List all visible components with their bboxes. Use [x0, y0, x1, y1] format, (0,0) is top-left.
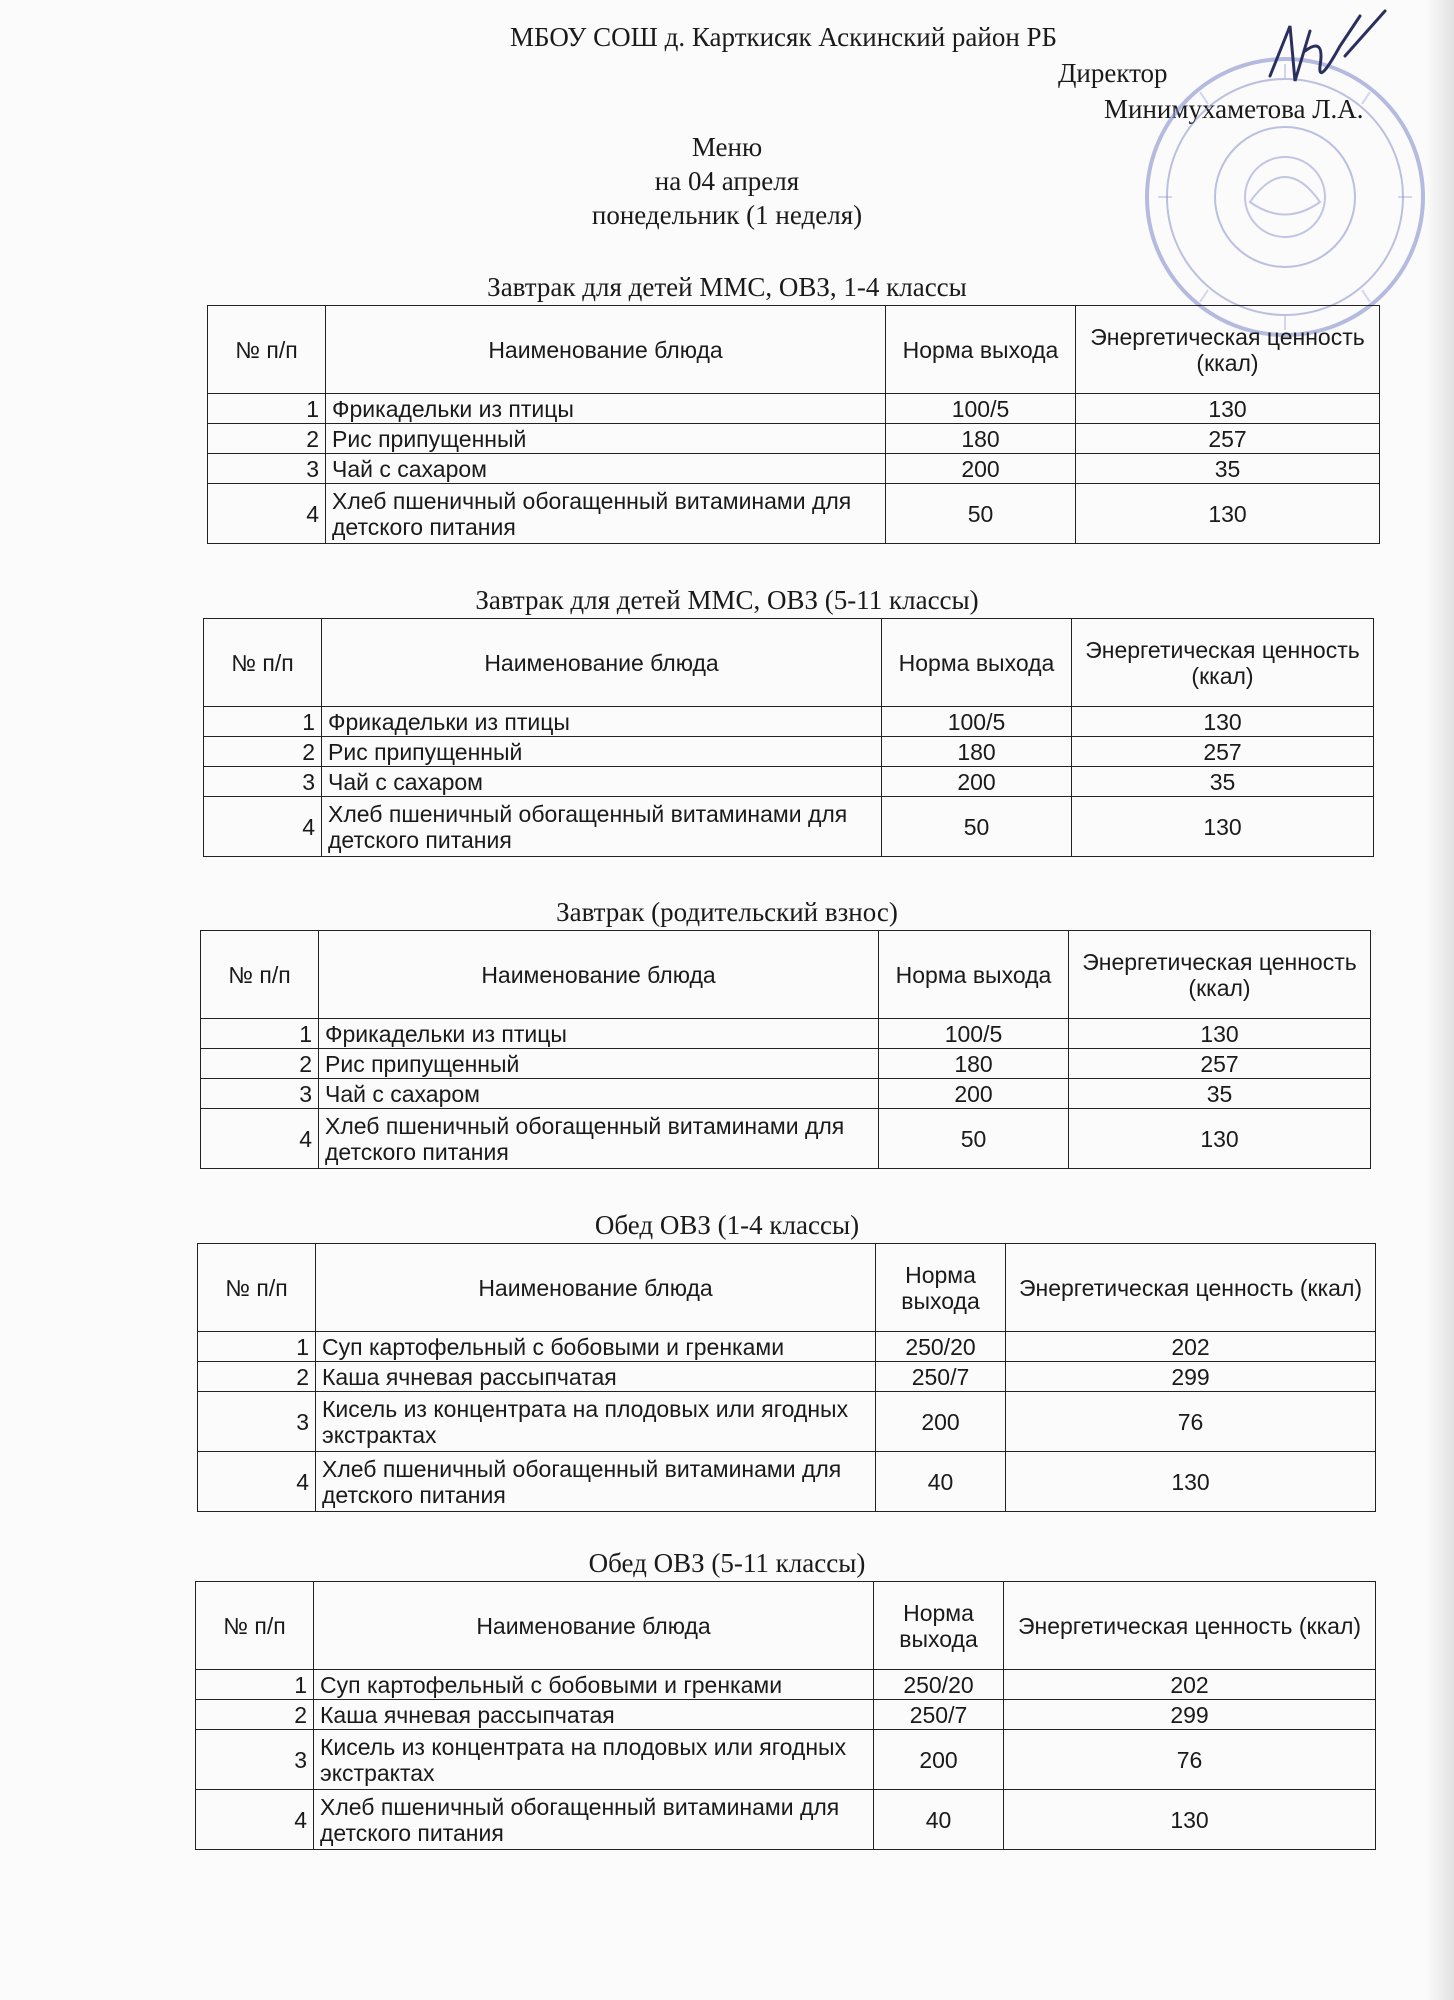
menu-table — [197, 1243, 1376, 1512]
dish-norm: 100/5 — [882, 707, 1072, 737]
row-number: 4 — [204, 797, 322, 857]
dish-name: Хлеб пшеничный обогащенный витаминами для детского питания — [326, 484, 886, 544]
table-row — [208, 454, 1380, 484]
section-caption: Обед ОВЗ (5-11 классы) — [588, 1548, 866, 1578]
dish-kcal: 257 — [1076, 424, 1380, 454]
dish-kcal: 299 — [1006, 1362, 1376, 1392]
dish-name: Суп картофельный с бобовыми и гренками — [316, 1332, 876, 1362]
table-row — [204, 707, 1374, 737]
dish-name: Каша ячневая рассыпчатая — [316, 1362, 876, 1392]
dish-kcal: 299 — [1004, 1700, 1376, 1730]
table-row — [196, 1670, 1376, 1700]
dish-kcal: 130 — [1072, 707, 1374, 737]
dish-kcal: 130 — [1072, 797, 1374, 857]
dish-norm: 180 — [886, 424, 1076, 454]
table-row — [204, 797, 1374, 857]
dish-kcal: 257 — [1069, 1049, 1371, 1079]
dish-norm: 250/20 — [876, 1332, 1006, 1362]
dish-norm: 250/7 — [876, 1362, 1006, 1392]
col-header-energy: Энергетическая ценность (ккал) — [1006, 1244, 1376, 1332]
dish-norm: 50 — [879, 1109, 1069, 1169]
row-number: 4 — [208, 484, 326, 544]
table-row — [201, 1049, 1371, 1079]
section-caption: Завтрак (родительский взнос) — [556, 897, 898, 927]
dish-norm: 40 — [876, 1452, 1006, 1512]
col-header-num: № п/п — [204, 619, 322, 707]
dish-name: Хлеб пшеничный обогащенный витаминами для детского питания — [314, 1790, 874, 1850]
row-number: 3 — [208, 454, 326, 484]
director-label: Директор — [1058, 58, 1168, 88]
dish-norm: 40 — [874, 1790, 1004, 1850]
dish-norm: 50 — [886, 484, 1076, 544]
row-number: 3 — [204, 767, 322, 797]
col-header-name: Наименование блюда — [316, 1244, 876, 1332]
dish-kcal: 130 — [1069, 1019, 1371, 1049]
row-number: 2 — [204, 737, 322, 767]
dish-norm: 200 — [886, 454, 1076, 484]
dish-norm: 200 — [874, 1730, 1004, 1790]
dish-norm: 50 — [882, 797, 1072, 857]
dish-name: Суп картофельный с бобовыми и гренками — [314, 1670, 874, 1700]
table-row — [196, 1700, 1376, 1730]
dish-name: Рис припущенный — [322, 737, 882, 767]
organization-name: МБОУ СОШ д. Карткисяк Аскинский район РБ — [510, 22, 1058, 52]
title-line-date: на 04 апреля — [654, 166, 800, 196]
menu-table — [195, 1581, 1376, 1850]
row-number: 3 — [201, 1079, 319, 1109]
dish-norm: 200 — [882, 767, 1072, 797]
dish-name: Чай с сахаром — [322, 767, 882, 797]
dish-kcal: 35 — [1076, 454, 1380, 484]
table-row — [198, 1332, 1376, 1362]
row-number: 1 — [201, 1019, 319, 1049]
title-line-weekday: понедельник (1 неделя) — [591, 200, 863, 230]
table-header-row — [201, 931, 1371, 1019]
dish-name: Кисель из концентрата на плодовых или ягодных экстрактах — [316, 1392, 876, 1452]
dish-norm: 180 — [882, 737, 1072, 767]
col-header-name: Наименование блюда — [326, 306, 886, 394]
dish-norm: 250/7 — [874, 1700, 1004, 1730]
dish-name: Хлеб пшеничный обогащенный витаминами для детского питания — [319, 1109, 879, 1169]
col-header-energy: Энергетическая ценность (ккал) — [1004, 1582, 1376, 1670]
dish-norm: 100/5 — [886, 394, 1076, 424]
dish-name: Рис припущенный — [326, 424, 886, 454]
col-header-energy: Энергетическая ценность (ккал) — [1069, 931, 1371, 1019]
table-row — [196, 1790, 1376, 1850]
menu-table — [200, 930, 1371, 1169]
dish-kcal: 130 — [1004, 1790, 1376, 1850]
row-number: 4 — [198, 1452, 316, 1512]
row-number: 3 — [198, 1392, 316, 1452]
table-row — [201, 1109, 1371, 1169]
section-caption: Завтрак для детей ММС, ОВЗ, 1-4 классы — [487, 272, 967, 302]
row-number: 1 — [198, 1332, 316, 1362]
dish-kcal: 202 — [1006, 1332, 1376, 1362]
col-header-name: Наименование блюда — [314, 1582, 874, 1670]
dish-kcal: 130 — [1006, 1452, 1376, 1512]
dish-norm: 200 — [879, 1079, 1069, 1109]
title-line-menu: Меню — [691, 132, 763, 162]
col-header-num: № п/п — [208, 306, 326, 394]
dish-name: Хлеб пшеничный обогащенный витаминами для детского питания — [316, 1452, 876, 1512]
dish-norm: 200 — [876, 1392, 1006, 1452]
col-header-norm: Норма выхода — [876, 1244, 1006, 1332]
dish-name: Чай с сахаром — [326, 454, 886, 484]
dish-norm: 100/5 — [879, 1019, 1069, 1049]
director-signature-icon — [1250, 6, 1390, 96]
col-header-name: Наименование блюда — [322, 619, 882, 707]
col-header-norm: Норма выхода — [882, 619, 1072, 707]
dish-name: Чай с сахаром — [319, 1079, 879, 1109]
col-header-num: № п/п — [201, 931, 319, 1019]
dish-kcal: 76 — [1006, 1392, 1376, 1452]
row-number: 1 — [196, 1670, 314, 1700]
table-row — [196, 1730, 1376, 1790]
row-number: 3 — [196, 1730, 314, 1790]
table-row — [208, 424, 1380, 454]
table-header-row — [208, 306, 1380, 394]
dish-name: Фрикадельки из птицы — [319, 1019, 879, 1049]
dish-kcal: 202 — [1004, 1670, 1376, 1700]
dish-name: Каша ячневая рассыпчатая — [314, 1700, 874, 1730]
row-number: 2 — [198, 1362, 316, 1392]
menu-table — [207, 305, 1380, 544]
dish-name: Хлеб пшеничный обогащенный витаминами для детского питания — [322, 797, 882, 857]
table-row — [208, 394, 1380, 424]
row-number: 4 — [196, 1790, 314, 1850]
row-number: 4 — [201, 1109, 319, 1169]
row-number: 2 — [208, 424, 326, 454]
section-caption: Завтрак для детей ММС, ОВЗ (5-11 классы) — [475, 585, 979, 615]
dish-kcal: 130 — [1076, 394, 1380, 424]
dish-kcal: 257 — [1072, 737, 1374, 767]
dish-name: Фрикадельки из птицы — [326, 394, 886, 424]
table-row — [204, 767, 1374, 797]
dish-norm: 180 — [879, 1049, 1069, 1079]
row-number: 1 — [204, 707, 322, 737]
col-header-num: № п/п — [198, 1244, 316, 1332]
table-header-row — [196, 1582, 1376, 1670]
dish-norm: 250/20 — [874, 1670, 1004, 1700]
col-header-norm: Норма выхода — [874, 1582, 1004, 1670]
menu-title — [0, 130, 1454, 232]
table-header-row — [204, 619, 1374, 707]
row-number: 2 — [201, 1049, 319, 1079]
table-row — [198, 1452, 1376, 1512]
table-row — [201, 1019, 1371, 1049]
table-header-row — [198, 1244, 1376, 1332]
table-row — [208, 484, 1380, 544]
table-row — [204, 737, 1374, 767]
col-header-energy: Энергетическая ценность (ккал) — [1072, 619, 1374, 707]
table-row — [198, 1392, 1376, 1452]
col-header-norm: Норма выхода — [879, 931, 1069, 1019]
dish-kcal: 35 — [1069, 1079, 1371, 1109]
col-header-energy: Энергетическая ценность (ккал) — [1076, 306, 1380, 394]
dish-name: Фрикадельки из птицы — [322, 707, 882, 737]
dish-kcal: 130 — [1069, 1109, 1371, 1169]
menu-table — [203, 618, 1374, 857]
table-row — [198, 1362, 1376, 1392]
table-row — [201, 1079, 1371, 1109]
row-number: 2 — [196, 1700, 314, 1730]
col-header-num: № п/п — [196, 1582, 314, 1670]
dish-name: Кисель из концентрата на плодовых или ягодных экстрактах — [314, 1730, 874, 1790]
col-header-norm: Норма выхода — [886, 306, 1076, 394]
section-caption: Обед ОВЗ (1-4 классы) — [594, 1210, 860, 1240]
row-number: 1 — [208, 394, 326, 424]
dish-kcal: 76 — [1004, 1730, 1376, 1790]
dish-name: Рис припущенный — [319, 1049, 879, 1079]
col-header-name: Наименование блюда — [319, 931, 879, 1019]
dish-kcal: 35 — [1072, 767, 1374, 797]
dish-kcal: 130 — [1076, 484, 1380, 544]
director-name: Минимухаметова Л.А. — [1104, 94, 1364, 124]
